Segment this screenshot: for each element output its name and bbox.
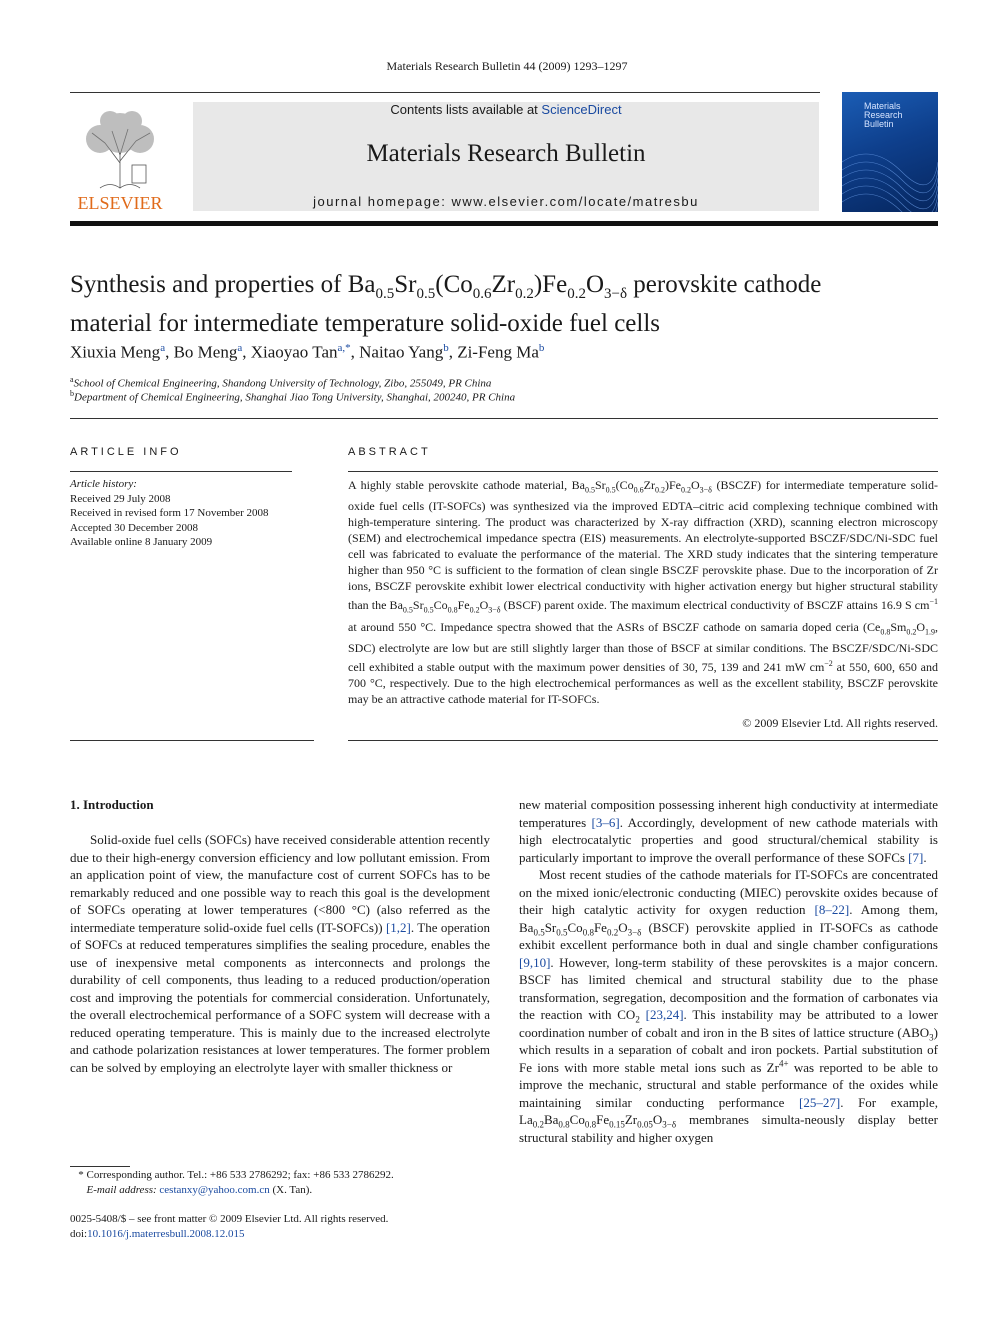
abstract-rule [348, 471, 938, 472]
article-history [70, 477, 269, 550]
revised-date: Received in revised form 17 November 2008 [70, 507, 269, 519]
footnote-rule [70, 1166, 130, 1167]
body-column-left [70, 831, 490, 1076]
citation-link[interactable]: [9,10] [519, 954, 551, 970]
author-affiliation-marker[interactable]: b [443, 342, 449, 354]
article-info-heading: ARTICLE INFO [70, 446, 182, 458]
contents-prefix: Contents lists available at [390, 102, 542, 117]
issn-doi-block: 0025-5408/$ – see front matter © 2009 Elsevier Ltd. All rights reserved. doi:10.1016/j.materresbull.2008.12.015 [70, 1213, 389, 1240]
article-title: Synthesis and properties of $Ba_{0.5}Sr_{0.5}(Co_{0.6}Zr_{0.2})Fe_{0.2}O_{3-\delta}$ perovskite cathode material for intermediate temperature solid-oxide fuel cells [70, 271, 822, 337]
doi-link[interactable]: 10.1016/j.materresbull.2008.12.015 [87, 1228, 245, 1240]
cover-title: Materials Research Bulletin [864, 101, 903, 129]
author-affiliation-marker[interactable]: a,* [337, 342, 351, 354]
header-bottom-rule [70, 221, 938, 226]
journal-homepage [193, 194, 819, 209]
abstract-bottom-rule [348, 740, 938, 741]
homepage-prefix: journal homepage: [313, 194, 452, 209]
body-column-right [519, 796, 938, 1146]
citation-link[interactable]: [3–6] [591, 814, 620, 830]
author-name: Bo Meng [173, 342, 238, 362]
citation-link[interactable]: [1,2] [385, 919, 411, 935]
journal-reference: Materials Research Bulletin 44 (2009) 1293–1297 [386, 59, 628, 73]
section-divider [70, 418, 938, 419]
intro-paragraph: Most recent studies of the cathode materials for IT-SOFCs are concentrated on the mixed ionic/electronic conducting (MIEC) perovskite oxides because of their high catalytic activity for oxygen reduction [8–22]. Among them, $Ba_{0.5}Sr_{0.5}Co_{0.8}Fe_{0.2}O_{3-\delta}$ (BSCF) perovskite applied in IT-SOFCs as cathode exhibit excellent performance both in dual and single chamber configurations [9,10]. However, long-term stability of these perovskites is a major concern. BSCF has limited chemical and structural stability due to the phase transformation, segregation, decomposition and the formation of carbonates via the reaction with $CO_2$ [23,24]. This instability may be attributed to a lower coordination number of cobalt and iron in the B sites of lattice structure $(ABO_3)$ which results in a separation of cobalt and iron pockets. Partial substitution of Fe ions with more stable metal ions such as $Zr^{4+}$ was reported to be able to improve the mechanic, structural and stable performance of the oxides while maintaining similar conducting performance [25–27]. For example, $La_{0.2}Ba_{0.8}Co_{0.8}Fe_{0.15}Zr_{0.05}O_{3-\delta}$ membranes simulta-neously display better structural stability and higher oxygen [519, 867, 939, 1145]
affiliation-b: $^b$Department of Chemical Engineering, Shanghai Jiao Tong University, Shanghai, 200240, PR China [70, 389, 516, 404]
elsevier-tree-logo [70, 103, 170, 213]
citation-link[interactable]: [8–22] [814, 902, 850, 917]
article-info-bottom-rule [70, 740, 314, 741]
author-affiliation-marker[interactable]: a [160, 342, 166, 354]
abstract-copyright: © 2009 Elsevier Ltd. All rights reserved. [742, 716, 938, 730]
citation-link[interactable]: [7] [908, 849, 924, 865]
author-affiliation-marker[interactable]: b [538, 342, 545, 354]
received-date: Received 29 July 2008 [70, 492, 171, 505]
author-name: Naitao Yang [359, 342, 444, 362]
corresponding-author-contact: Corresponding author. Tel.: +86 533 2786292; fax: +86 533 2786292. [86, 1169, 394, 1181]
author-name: Xiaoyao Tan [250, 342, 338, 362]
author-email-link[interactable]: cestanxy@yahoo.com.cn [159, 1184, 270, 1196]
email-label: E-mail address: [86, 1184, 160, 1196]
journal-cover-thumbnail [842, 92, 938, 212]
author-name: Zi-Feng Ma [457, 342, 539, 362]
intro-paragraph: Solid-oxide fuel cells (SOFCs) have received considerable attention recently due to their high-energy conversion efficiency and low pollutant emission. From an application point of view, the manufacture cost of current SOFCs has to be remarkably reduced and one possible way to reach this goal is the development of SOFCs operating at lower temperatures (<800 °C) (also referred as the intermediate temperature solid-oxide fuel cells (IT-SOFCs)) [1,2]. The operation of SOFCs at reduced temperatures simplifies the sealing procedure, enables the use of inexpensive metal components as interconnects and prolongs the durability of cell components, thus leading to a reduced production/operation cost and improving the potentials for commercial consideration. Unfortunately, the overall electrochemical performance of a SOFC system will decrease with a reduced operating temperature. This is mainly due to the increased electrolyte and cathode polarization resistances at lower temperatures. The former problem can be solved by employing an electrolyte layer with smaller thickness or [70, 832, 490, 1075]
corresponding-author-footnote: * Corresponding author. Tel.: +86 533 2786292; fax: +86 533 2786292. E-mail address: cestanxy@yahoo.com.cn (X. Tan). [70, 1169, 394, 1196]
citation-link[interactable]: [25–27] [799, 1094, 841, 1110]
header-top-rule [70, 92, 820, 93]
homepage-url[interactable]: www.elsevier.com/locate/matresbu [451, 194, 699, 209]
affiliation-a: $^a$School of Chemical Engineering, Shandong University of Technology, Zibo, 255049, PR China [70, 375, 492, 390]
issn-line: 0025-5408/$ – see front matter © 2009 Elsevier Ltd. All rights reserved. [70, 1213, 389, 1225]
sciencedirect-link[interactable]: ScienceDirect [541, 102, 622, 117]
online-date: Available online 8 January 2009 [70, 536, 213, 548]
author-list: Xiuxia Meng$^a$, Bo Meng$^a$, Xiaoyao Tan$^{a,*}$, Naitao Yang$^b$, Zi-Feng Ma$^b$ [70, 342, 545, 362]
author-affiliation-marker[interactable]: a [237, 342, 243, 354]
journal-name: Materials Research Bulletin [366, 140, 646, 167]
history-label: Article history: [70, 478, 137, 490]
abstract-heading: ABSTRACT [348, 446, 431, 458]
elsevier-wordmark: ELSEVIER [77, 193, 163, 213]
intro-paragraph-continued: new material composition possessing inherent high conductivity at intermediate temperatures [3–6]. Accordingly, development of new cathode materials with high electrocatalytic properties and good structural/chemical stability is particularly important to improve the overall performance of these SOFCs [7]. [519, 797, 939, 865]
cover-wave-graphic [842, 92, 938, 212]
abstract-body: A highly stable perovskite cathode material, $Ba_{0.5}Sr_{0.5}(Co_{0.6}Zr_{0.2})Fe_{0.2}O_{3-\delta}$ (BSCZF) for intermediate temperature solid-oxide fuel cells (IT-SOFCs) was synthesized via the improved EDTA–citric acid complexing technique combined with high-temperature sintering. The product was characterized by X-ray diffraction (XRD), scanning electron microscopy (SEM) and electrochemical impedance spectra (EIS) measurements. An electrolyte-supported BSCZF/SDC/Ni-SDC fuel cell was fabricated to evaluate the performance of the material. The XRD study indicates that the sintering temperature higher than 950 °C is sufficient to the formation of clean single BSCZF perovskite phase. Due to the incorporation of Zr ions, BSCZF perovskite exhibit lower electrical conductivity with higher activation energy but higher structural stability than the $Ba_{0.5}Sr_{0.5}Co_{0.8}Fe_{0.2}O_{3-\delta}$ (BSCF) parent oxide. The maximum electrical conductivity of BSCZF attains 16.9 S $cm^{-1}$ at around 550 °C. Impedance spectra showed that the ASRs of BSCZF cathode on samaria doped ceria ($Ce_{0.8}Sm_{0.2}O_{1.9}$, SDC) electrolyte are low but are still slightly larger than those of BSCF at similar conditions. The BSCZF/SDC/Ni-SDC cell exhibited a stable output with the maximum power densities of 30, 75, 139 and 241 mW $cm^{-2}$ at 550, 600, 650 and 700 °C, respectively. Due to the high electrochemical performances as well as the excellent stability, BSCZF perovskite may be an attractive cathode material for IT-SOFCs. [348, 478, 938, 707]
citation-link[interactable]: [23,24] [645, 1007, 684, 1022]
contents-availability [193, 102, 819, 117]
article-info-rule [70, 471, 292, 472]
introduction-heading: 1. Introduction [70, 797, 154, 812]
author-name: Xiuxia Meng [70, 342, 161, 362]
accepted-date: Accepted 30 December 2008 [70, 521, 198, 534]
